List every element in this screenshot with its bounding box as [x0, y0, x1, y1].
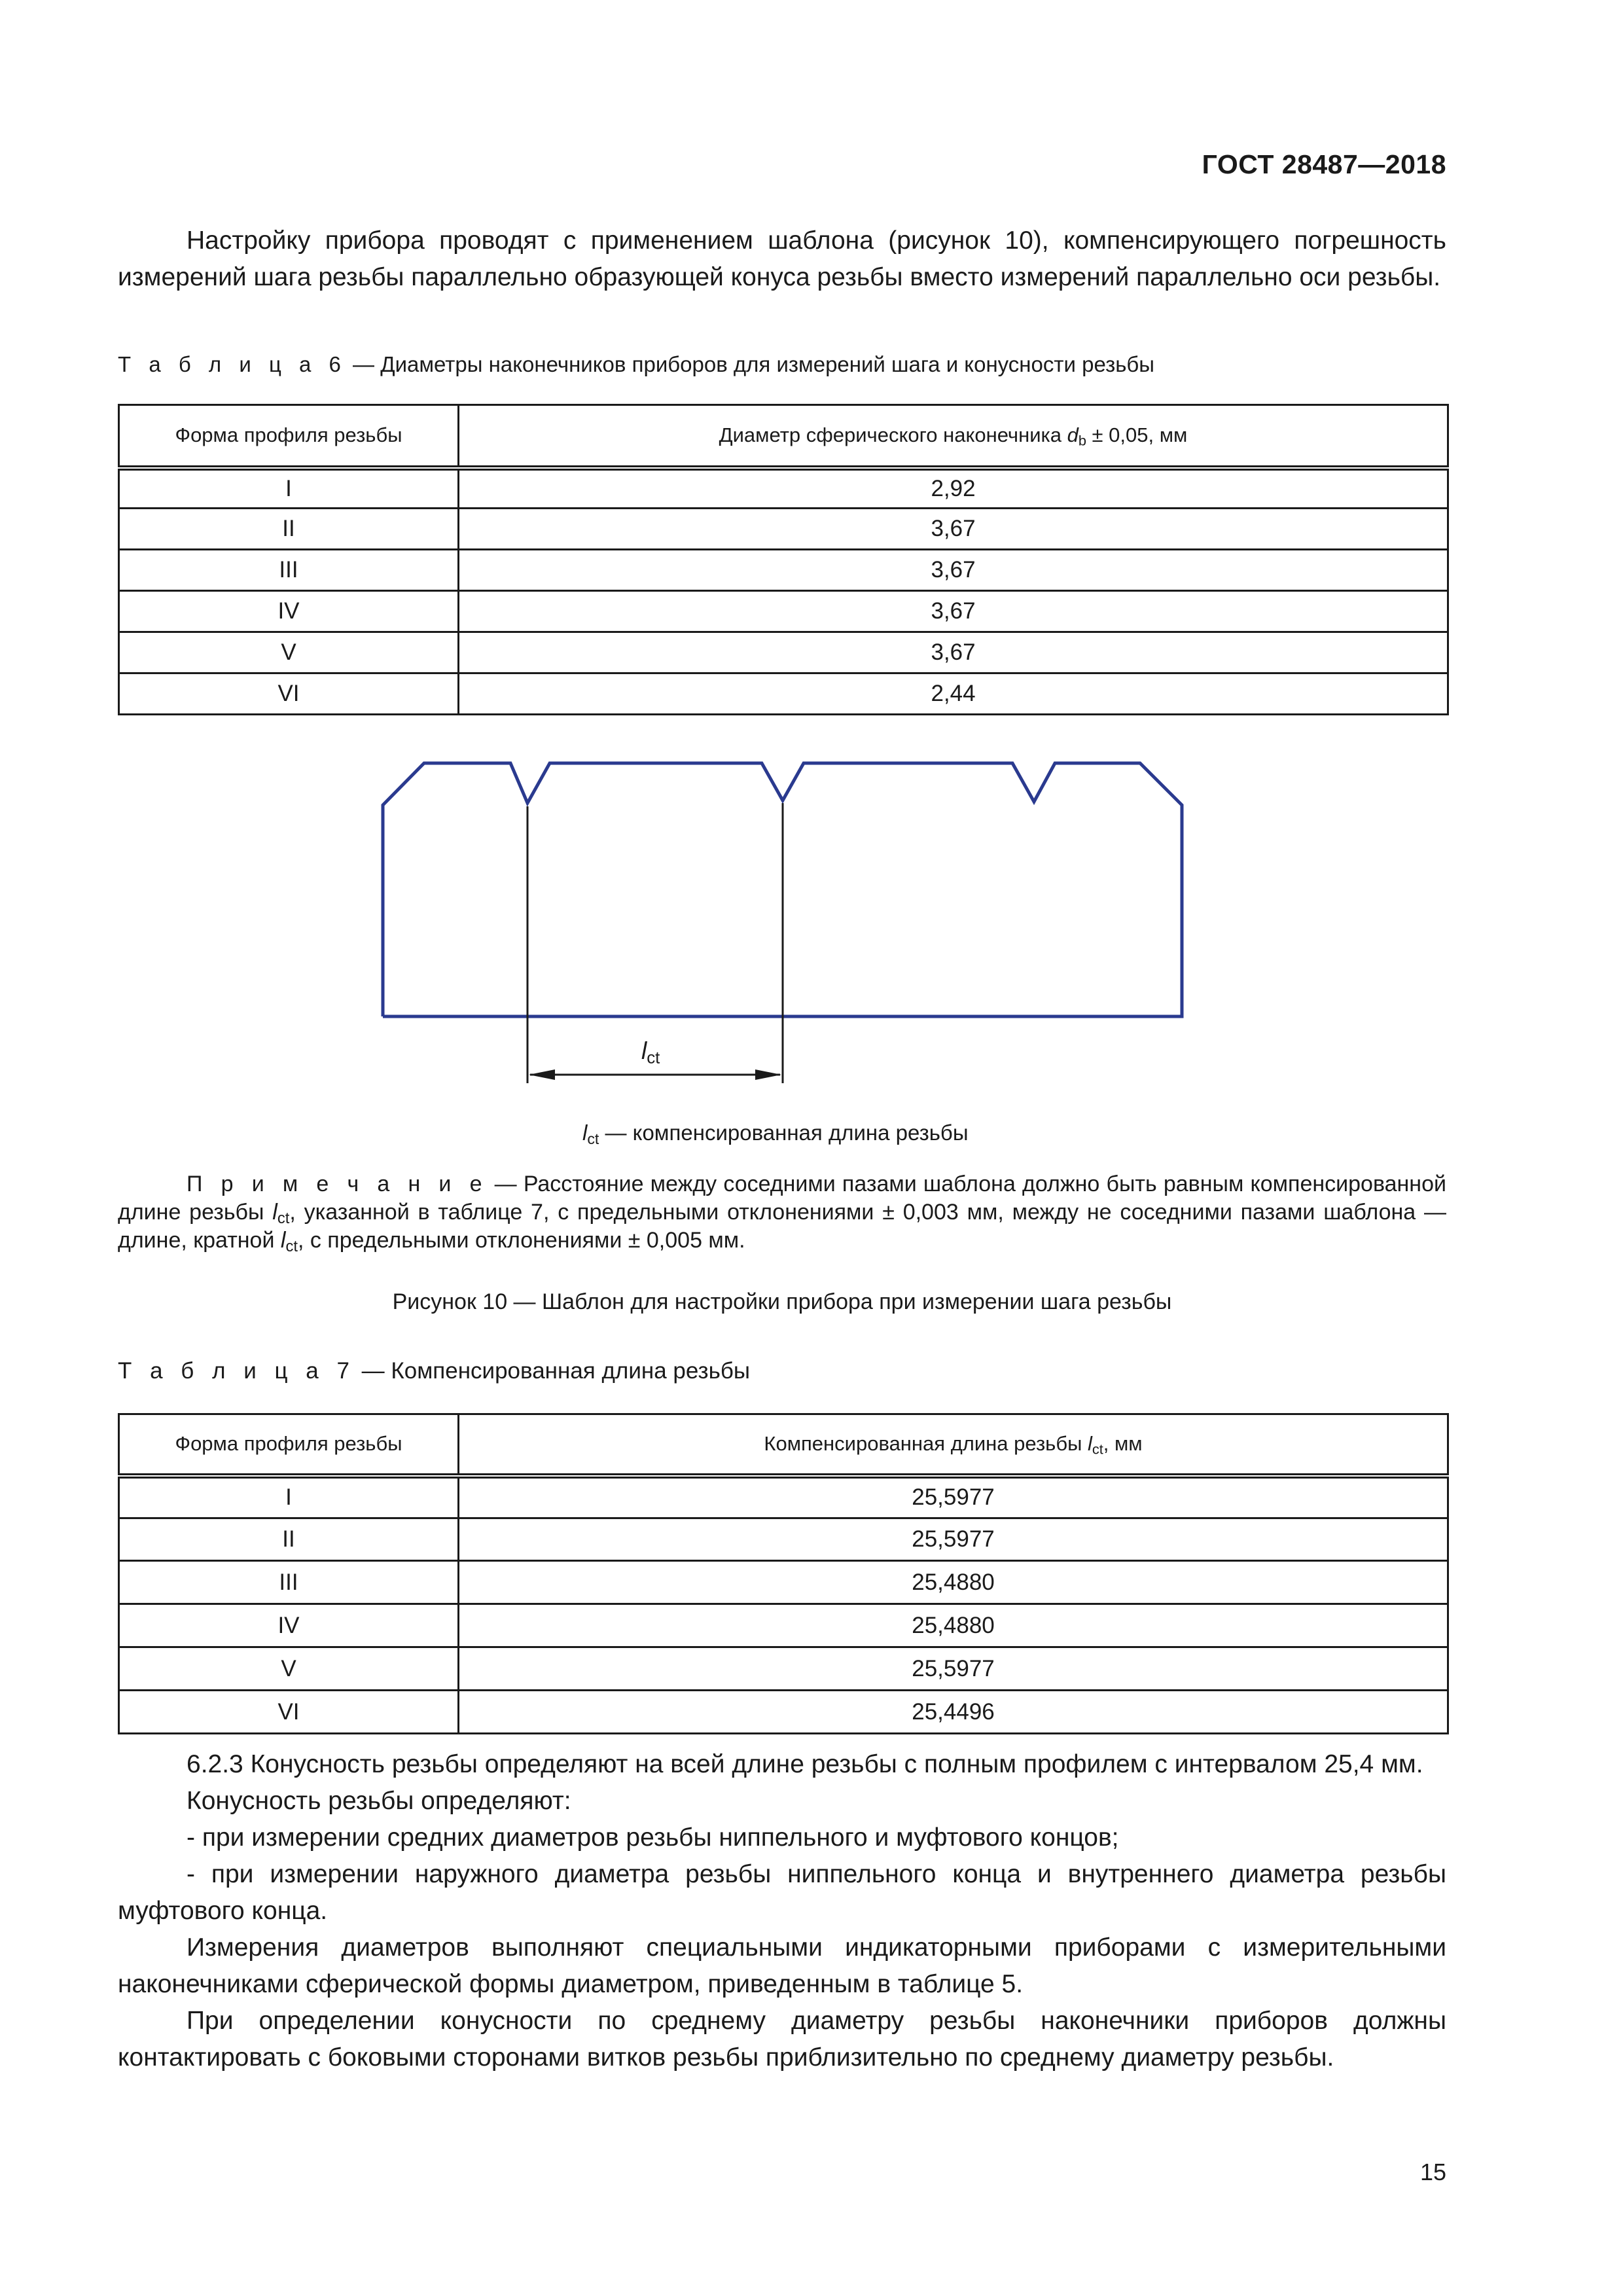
table7-caption-label: Т а б л и ц а 7 — [118, 1358, 355, 1384]
table7-col2-sub: ct — [1092, 1441, 1103, 1458]
table6-value-cell: 2,92 — [459, 468, 1448, 509]
table6-caption-label: Т а б л и ц а 6 — [118, 352, 347, 376]
table6-form-cell: II — [119, 509, 459, 550]
note-symbol-2: l — [280, 1228, 286, 1253]
table7-col2-suffix: , мм — [1103, 1432, 1143, 1456]
table6-caption-text: — Диаметры наконечников приборов для измерений шага и конусности резьбы — [346, 352, 1155, 376]
section-paragraph: 6.2.3 Конусность резьбы определяют на всей длине резьбы с полным профилем с интервалом 25,4 мм. — [187, 1750, 1423, 1778]
table-row — [119, 1476, 1448, 1518]
section-6-2-3 — [118, 1746, 1446, 2076]
table7-value-cell: 25,5977 — [459, 1518, 1448, 1561]
table6-col2-suffix: ± 0,05, мм — [1086, 423, 1188, 447]
table7-value-cell: 25,5977 — [459, 1476, 1448, 1518]
note-text-2: , указанной в таблице 7, с предельными отклонениями ± 0,003 мм, между не соседними пазами шаблона — длине, кратной — [118, 1200, 1446, 1253]
page-number: 15 — [1419, 2159, 1446, 2185]
figure10-caption: Рисунок 10 — Шаблон для настройки прибора при измерении шага резьбы — [392, 1289, 1172, 1314]
table6-value-cell: 3,67 — [459, 591, 1448, 632]
section-paragraph: При определении конусности по среднему диаметру резьбы наконечники приборов должны контактировать с боковыми сторонами витков резьбы приблизительно по среднему диаметру резьбы. — [118, 2007, 1446, 2072]
intro-paragraph: Настройку прибора проводят с применением шаблона (рисунок 10), компенсирующего погрешность измерений шага резьбы параллельно образующей конуса резьбы вместо измерений параллельно оси резьбы. — [118, 226, 1446, 291]
table7 — [118, 1413, 1449, 1734]
figure10-legend — [582, 1121, 969, 1145]
table7-form-cell: II — [119, 1518, 459, 1561]
table7-col2-prefix: Компенсированная длина резьбы — [764, 1432, 1088, 1456]
document-header: ГОСТ 28487—2018 — [1202, 149, 1446, 179]
table-row — [119, 1647, 1448, 1691]
figure10-note — [118, 1170, 1446, 1255]
section-list-item: - при измерении наружного диаметра резьбы ниппельного конца и внутреннего диаметра резьбы муфтового конца. — [118, 1860, 1446, 1925]
table7-col-form: Форма профиля резьбы — [119, 1414, 459, 1476]
table7-value-cell: 25,4880 — [459, 1604, 1448, 1647]
table7-value-cell: 25,5977 — [459, 1647, 1448, 1691]
table7-form-cell: IV — [119, 1604, 459, 1647]
table6-col2-prefix: Диаметр сферического наконечника — [719, 423, 1067, 447]
table6-value-cell: 3,67 — [459, 509, 1448, 550]
note-text-3: , с предельными отклонениями ± 0,005 мм. — [297, 1228, 745, 1253]
table7-value-cell: 25,4496 — [459, 1691, 1448, 1734]
note-text-1: — Расстояние между соседними пазами шаблона должно быть равным компенсированной длине резьбы — [118, 1172, 1446, 1225]
note-sub-2: ct — [285, 1237, 298, 1255]
table7-form-cell: V — [119, 1647, 459, 1691]
table7-form-cell: III — [119, 1561, 459, 1604]
legend-text: — компенсированная длина резьбы — [599, 1121, 969, 1145]
table7-form-cell: I — [119, 1476, 459, 1518]
table-row — [119, 1691, 1448, 1734]
note-symbol-1: l — [272, 1200, 277, 1225]
note-sub-1: ct — [277, 1209, 290, 1227]
dimension-arrow-right — [755, 1069, 781, 1080]
table-row — [119, 1604, 1448, 1647]
table6-col2-sub: b — [1078, 432, 1086, 449]
table6-value-cell: 3,67 — [459, 550, 1448, 591]
table-row — [119, 1518, 1448, 1561]
table6-col-form: Форма профиля резьбы — [119, 405, 459, 468]
section-paragraph: Измерения диаметров выполняют специальными индикаторными приборами с измерительными наконечниками сферической формы диаметром, приведенным в таблице 5. — [118, 1933, 1446, 1998]
legend-sub: ct — [587, 1130, 599, 1147]
table6-form-cell: III — [119, 550, 459, 591]
dimension-symbol: l — [641, 1037, 647, 1064]
table7-header-row — [119, 1414, 1448, 1476]
table6-form-cell: V — [119, 632, 459, 673]
section-paragraph: Конусность резьбы определяют: — [187, 1787, 571, 1815]
note-label: П р и м е ч а н и е — [187, 1172, 488, 1196]
table-row — [119, 1561, 1448, 1604]
table7-value-cell: 25,4880 — [459, 1561, 1448, 1604]
table6-col2-symbol: d — [1067, 423, 1079, 447]
table7-caption — [118, 1358, 750, 1384]
table6-value-cell: 2,44 — [459, 673, 1448, 715]
table6-value-cell: 3,67 — [459, 632, 1448, 673]
dimension-sub: ct — [647, 1049, 660, 1067]
table6-form-cell: VI — [119, 673, 459, 715]
table7-col-length — [459, 1414, 1448, 1476]
section-list-item: - при измерении средних диаметров резьбы ниппельного и муфтового концов; — [187, 1823, 1119, 1852]
table6-form-cell: I — [119, 468, 459, 509]
table7-col2-symbol: l — [1087, 1432, 1092, 1456]
legend-symbol: l — [582, 1121, 588, 1145]
dimension-arrow-left — [529, 1069, 555, 1080]
table6-form-cell: IV — [119, 591, 459, 632]
table7-form-cell: VI — [119, 1691, 459, 1734]
dimension-label — [641, 1037, 660, 1065]
table7-caption-text: — Компенсированная длина резьбы — [355, 1358, 751, 1384]
